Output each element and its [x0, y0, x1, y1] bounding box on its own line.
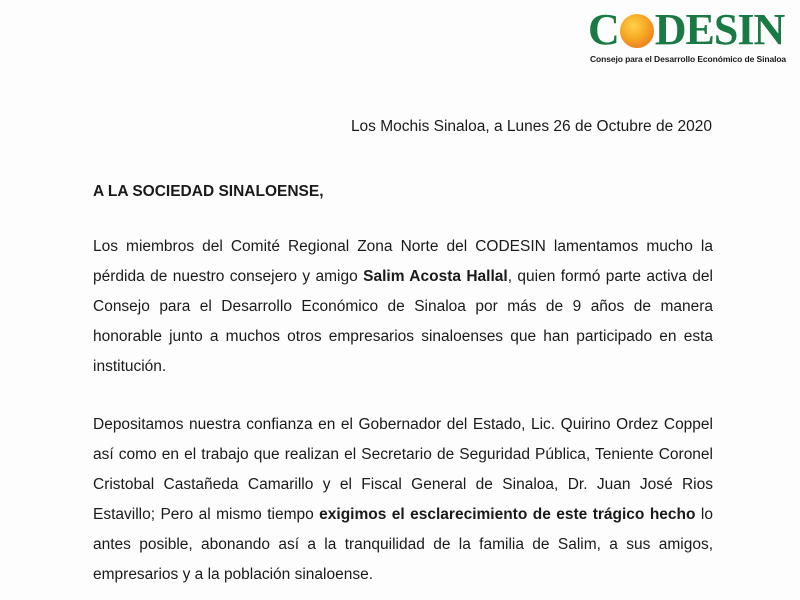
- paragraph1-text-start: Los miembros del Comité Regional Zona Norte del CODESIN lamentamos mucho la pérdida de nuestro consejero y amigo: [93, 238, 713, 285]
- letter-salutation: A LA SOCIEDAD SINALOENSE,: [93, 183, 324, 200]
- logo-letters-rest: DESIN: [654, 5, 785, 54]
- demand-emphasis: exigimos el esclarecimiento de este trágico hecho: [319, 506, 696, 523]
- paragraph2-text-start: Depositamos nuestra confianza en el Gobernador del Estado, Lic. Quirino Ordez Coppel así como en el trabajo que realizan el Secretario de Seguridad Pública, Teniente Coronel Cristobal Castañeda Camarillo y el Fiscal General de Sinaloa, Dr. Juan José Rios Estavillo; Pero al mismo tiempo: [93, 416, 713, 523]
- paragraph-demand: [93, 410, 713, 590]
- paragraph-condolence: [93, 232, 713, 382]
- codesin-logo: [588, 5, 792, 64]
- deceased-name: Salim Acosta Hallal: [363, 268, 508, 285]
- letter-date: Los Mochis Sinaloa, a Lunes 26 de Octubre de 2020: [350, 118, 712, 135]
- paragraph1-text-end: , quien formó parte activa del Consejo para el Desarrollo Económico de Sinaloa por más de 9 años de manera honorable junto a muchos otros empresarios sinaloenses que han participado en esta institución.: [93, 268, 713, 375]
- paragraph2-text-end: lo antes posible, abonando así a la tranquilidad de la familia de Salim, a sus amigos, empresarios y a la población sinaloense.: [93, 506, 713, 583]
- sun-icon: [620, 14, 654, 48]
- logo-tagline: Consejo para el Desarrollo Económico de Sinaloa: [590, 54, 787, 64]
- logo-wordmark: [588, 5, 792, 54]
- logo-letter-c: C: [588, 5, 619, 54]
